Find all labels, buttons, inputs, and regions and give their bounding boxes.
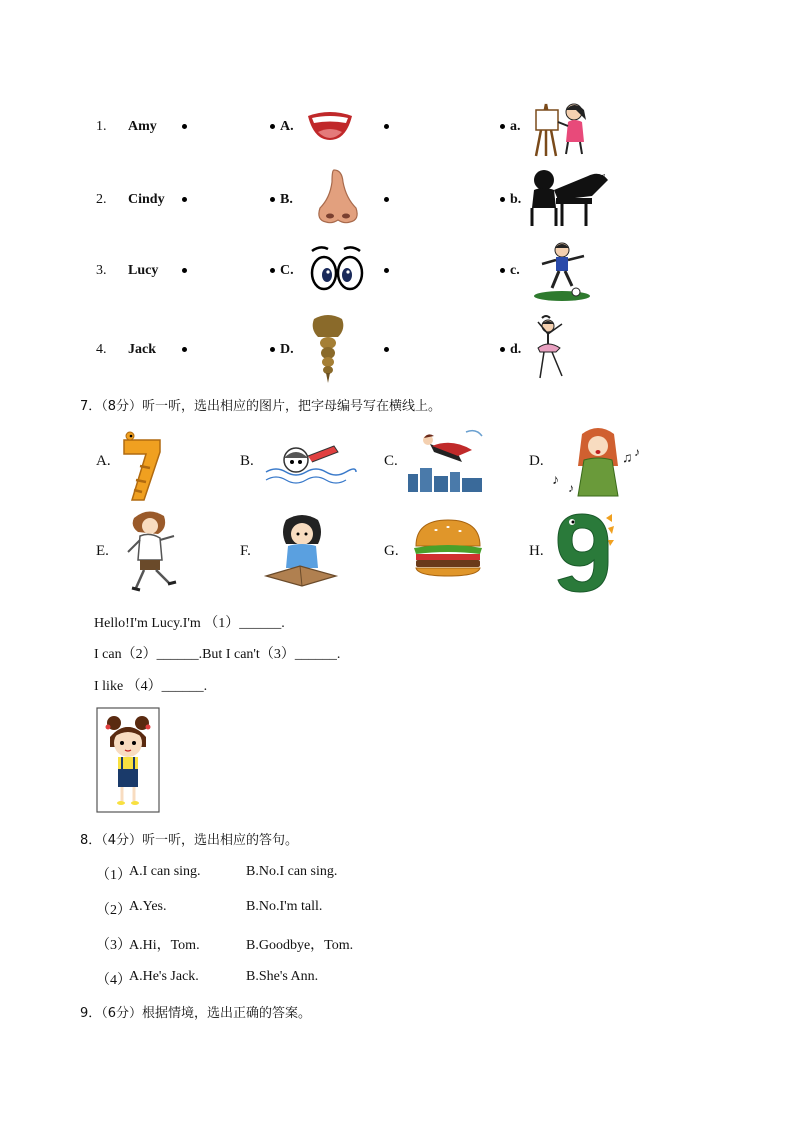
- choice-b[interactable]: B.No.I'm tall.: [246, 899, 323, 914]
- swimmer-icon: [264, 436, 356, 488]
- option-letter: a.: [510, 119, 521, 134]
- running-kid-icon: [118, 508, 184, 594]
- item-number: （2）: [96, 903, 131, 918]
- lucy-portrait-icon: [96, 707, 160, 813]
- match-dot[interactable]: [500, 268, 505, 273]
- singing-girl-icon: [552, 426, 646, 498]
- option-letter: B.: [280, 192, 293, 207]
- hamburger-icon: [412, 518, 484, 578]
- match-dot[interactable]: [500, 124, 505, 129]
- item-number: （4）: [96, 973, 131, 988]
- braid-hair-icon: [308, 315, 348, 385]
- option-letter: C.: [384, 453, 398, 469]
- choice-b[interactable]: B.Goodbye，Tom.: [246, 938, 354, 953]
- row-number: 4.: [96, 342, 107, 357]
- piano-player-icon: [528, 166, 614, 228]
- item-number: （1）: [96, 868, 131, 883]
- number-seven-icon: [120, 430, 164, 502]
- match-dot[interactable]: [384, 197, 389, 202]
- painting-girl-icon: [530, 100, 600, 158]
- name-label: Amy: [128, 119, 157, 134]
- number-nine-icon: [552, 510, 616, 596]
- option-letter: c.: [510, 263, 520, 278]
- match-dot[interactable]: [182, 268, 187, 273]
- q7-line-3: I like （4）______.: [94, 679, 208, 694]
- choice-a[interactable]: A.Hi，Tom.: [129, 938, 200, 953]
- match-dot[interactable]: [270, 197, 275, 202]
- eyes-icon: [308, 243, 366, 295]
- option-letter: A.: [280, 119, 294, 134]
- choice-b[interactable]: B.She's Ann.: [246, 969, 319, 984]
- match-dot[interactable]: [270, 268, 275, 273]
- svg-text:♪♫: ♪♫: [594, 172, 607, 183]
- q7-heading: 7．（8分）听一听，选出相应的图片，把字母编号写在横线上。: [80, 399, 442, 414]
- row-number: 3.: [96, 263, 107, 278]
- choice-b[interactable]: B.No.I can sing.: [246, 864, 338, 879]
- svg-text:♫: ♫: [622, 451, 633, 466]
- reading-girl-icon: [262, 514, 340, 588]
- svg-text:♪: ♪: [634, 445, 640, 459]
- q7-line-1: Hello!I'm Lucy.I'm （1）______.: [94, 616, 285, 631]
- q7-line-2: I can（2）______.But I can't（3）______.: [94, 647, 341, 662]
- match-dot[interactable]: [182, 347, 187, 352]
- match-dot[interactable]: [182, 124, 187, 129]
- flying-hero-icon: [406, 428, 486, 494]
- nose-icon: [316, 168, 360, 226]
- option-letter: A.: [96, 453, 111, 469]
- name-label: Jack: [128, 342, 156, 357]
- item-number: （3）: [96, 938, 131, 953]
- choice-a[interactable]: A.I can sing.: [129, 864, 201, 879]
- match-dot[interactable]: [500, 347, 505, 352]
- match-dot[interactable]: [384, 347, 389, 352]
- soccer-boy-icon: [532, 240, 592, 302]
- name-label: Cindy: [128, 192, 165, 207]
- option-letter: G.: [384, 543, 399, 559]
- name-label: Lucy: [128, 263, 159, 278]
- row-number: 1.: [96, 119, 107, 134]
- q8-heading: 8．（4分）听一听，选出相应的答句。: [80, 833, 299, 848]
- option-letter: b.: [510, 192, 522, 207]
- option-letter: C.: [280, 263, 294, 278]
- svg-text:♪: ♪: [552, 473, 559, 488]
- choice-a[interactable]: A.He's Jack.: [129, 969, 199, 984]
- option-letter: d.: [510, 342, 522, 357]
- row-number: 2.: [96, 192, 107, 207]
- ballet-girl-icon: [532, 314, 572, 382]
- match-dot[interactable]: [270, 347, 275, 352]
- mouth-icon: [306, 110, 354, 142]
- option-letter: D.: [529, 453, 544, 469]
- match-dot[interactable]: [384, 124, 389, 129]
- q9-heading: 9．（6分）根据情境，选出正确的答案。: [80, 1006, 312, 1021]
- option-letter: E.: [96, 543, 109, 559]
- option-letter: H.: [529, 543, 544, 559]
- match-dot[interactable]: [270, 124, 275, 129]
- option-letter: B.: [240, 453, 254, 469]
- option-letter: F.: [240, 543, 251, 559]
- match-dot[interactable]: [384, 268, 389, 273]
- choice-a[interactable]: A.Yes.: [129, 899, 167, 914]
- match-dot[interactable]: [500, 197, 505, 202]
- svg-text:♪: ♪: [568, 481, 574, 495]
- option-letter: D.: [280, 342, 294, 357]
- match-dot[interactable]: [182, 197, 187, 202]
